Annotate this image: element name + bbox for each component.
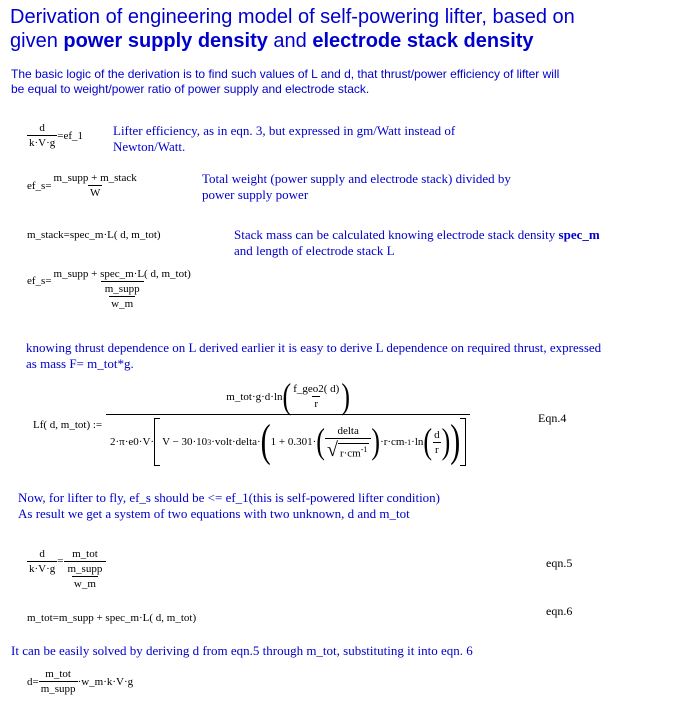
right-paren-icon: ) — [441, 421, 451, 462]
comment-line: and length of electrode stack L — [234, 243, 395, 258]
numerator: m_supp — [104, 283, 140, 295]
fraction — [52, 172, 139, 199]
self-powered-condition — [18, 490, 668, 522]
left-paren-icon: ( — [316, 421, 325, 462]
denominator-text: 1 + 0.301· — [270, 436, 317, 448]
equation-lhs: ef_s= — [27, 179, 52, 192]
comment-bold-spec-m: spec_m — [558, 227, 600, 242]
fraction — [432, 429, 442, 456]
numerator: delta — [337, 424, 359, 437]
equation-lhs: ef_s= — [27, 275, 52, 287]
equation-efs-expanded — [27, 268, 193, 310]
equation-5 — [27, 548, 106, 590]
denominator-text: V − 30·10 — [162, 436, 208, 448]
equation-lhs: Lf( d, m_tot) := — [33, 418, 103, 431]
fraction — [291, 383, 341, 410]
fraction — [64, 548, 107, 590]
right-paren-icon: ) — [371, 421, 381, 462]
denominator-text: 2·π·e0·V· — [110, 436, 155, 448]
intro-paragraph — [11, 67, 676, 97]
denominator — [64, 561, 107, 590]
comment-efs — [202, 171, 511, 203]
numerator-text: m_tot·g·d·ln — [226, 390, 283, 403]
denominator: w_m — [111, 298, 134, 310]
title-bold-electrode-stack: electrode stack density — [312, 30, 534, 52]
fraction — [103, 283, 142, 310]
sqrt-text: r·cm — [339, 447, 361, 460]
equation-label-6: eqn.6 — [546, 604, 573, 618]
denominator: k·V·g — [29, 563, 56, 575]
equation-ef1 — [27, 122, 83, 149]
page-title — [10, 5, 675, 53]
numerator — [224, 375, 352, 417]
equation-lhs: d= — [27, 675, 39, 688]
comment-line — [234, 227, 600, 243]
numerator: m_supp — [67, 563, 103, 575]
denominator: w_m — [73, 578, 96, 590]
numerator: f_geo2( d) — [293, 383, 340, 395]
exponent: 3 — [207, 437, 212, 447]
paragraph-line: As result we get a system of two equations with two unknown, d and m_tot — [18, 506, 410, 521]
right-paren-icon: ) — [450, 416, 461, 466]
numerator: m_tot — [45, 668, 71, 680]
intro-line-2: be equal to weight/power ratio of power supply and electrode stack. — [11, 82, 370, 96]
equation-label-4: Eqn.4 — [538, 411, 567, 425]
equation-label-5: eqn.5 — [546, 556, 573, 570]
denominator-text: ·ln — [411, 436, 424, 448]
thrust-dependence-paragraph — [26, 340, 676, 372]
comment-ef1 — [113, 123, 455, 155]
numerator: d — [434, 428, 440, 441]
equation-6: m_tot=m_supp + spec_m·L( d, m_tot) — [27, 612, 197, 624]
paragraph-line: as mass F= m_tot*g. — [26, 356, 134, 371]
comment-line: Newton/Watt. — [113, 139, 186, 154]
title-text: and — [267, 30, 313, 52]
denominator — [101, 281, 144, 310]
sqrt — [327, 440, 369, 460]
denominator: m_supp — [40, 683, 76, 695]
left-paren-icon: ( — [423, 421, 433, 462]
exponent: -1 — [404, 437, 412, 447]
denominator-text: ·volt·delta· — [211, 436, 261, 448]
comment-line: Lifter efficiency, as in eqn. 3, but expressed in gm/Watt instead of — [113, 123, 456, 138]
paragraph-line: knowing thrust dependence on L derived earlier it is easy to derive L dependence on required thrust, expressed — [26, 340, 602, 355]
equation-rhs: =ef_1 — [57, 129, 84, 142]
title-line-1: Derivation of engineering model of self-powering lifter, based on — [10, 6, 575, 28]
fraction — [325, 425, 371, 460]
fraction — [52, 268, 193, 310]
equation-efs — [27, 172, 139, 199]
denominator — [325, 438, 371, 460]
fraction — [39, 668, 78, 695]
numerator: m_supp + m_stack — [53, 172, 137, 184]
numerator: d — [39, 122, 45, 134]
numerator: d — [39, 548, 45, 560]
left-bracket-icon — [154, 418, 160, 466]
title-bold-power-supply: power supply density — [63, 30, 268, 52]
denominator — [106, 414, 470, 466]
equation-d — [27, 668, 133, 695]
fraction — [106, 375, 470, 466]
fraction — [27, 122, 57, 149]
title-line-2 — [10, 29, 675, 53]
title-text: given — [10, 30, 64, 52]
fraction — [66, 563, 105, 590]
fraction — [27, 548, 57, 575]
numerator: m_supp + spec_m·L( d, m_tot) — [53, 268, 191, 280]
comment-line: power supply power — [202, 187, 309, 202]
comment-line: Total weight (power supply and electrode stack) divided by — [202, 171, 511, 186]
exponent: -1 — [360, 444, 368, 454]
equation-4 — [33, 375, 470, 466]
sqrt-body — [338, 443, 369, 460]
denominator: W — [89, 187, 101, 199]
paragraph-line: It can be easily solved by deriving d from eqn.5 through m_tot, substituting it into eqn. 6 — [11, 643, 473, 658]
solution-paragraph — [11, 643, 671, 659]
denominator: r — [434, 443, 439, 456]
denominator: k·V·g — [29, 137, 56, 149]
equation-mstack: m_stack=spec_m·L( d, m_tot) — [27, 229, 161, 241]
comment-text: Stack mass can be calculated knowing electrode stack density — [234, 227, 559, 242]
intro-line-1: The basic logic of the derivation is to find such values of L and d, that thrust/power efficiency of lifter will — [11, 67, 560, 81]
numerator: m_tot — [72, 548, 98, 560]
paragraph-line: Now, for lifter to fly, ef_s should be <= ef_1(this is self-powered lifter condition) — [18, 490, 441, 505]
left-paren-icon: ( — [282, 375, 292, 417]
comment-mstack — [234, 227, 600, 259]
left-paren-icon: ( — [260, 416, 271, 466]
sqrt-icon: √ — [326, 438, 338, 461]
denominator-text: ·r·cm — [380, 436, 405, 448]
denominator: r — [314, 398, 319, 410]
right-bracket-icon — [460, 418, 466, 466]
right-paren-icon: ) — [341, 375, 350, 417]
equals-sign: = — [57, 555, 64, 567]
equation-rhs: ·w_m·k·V·g — [77, 675, 134, 688]
